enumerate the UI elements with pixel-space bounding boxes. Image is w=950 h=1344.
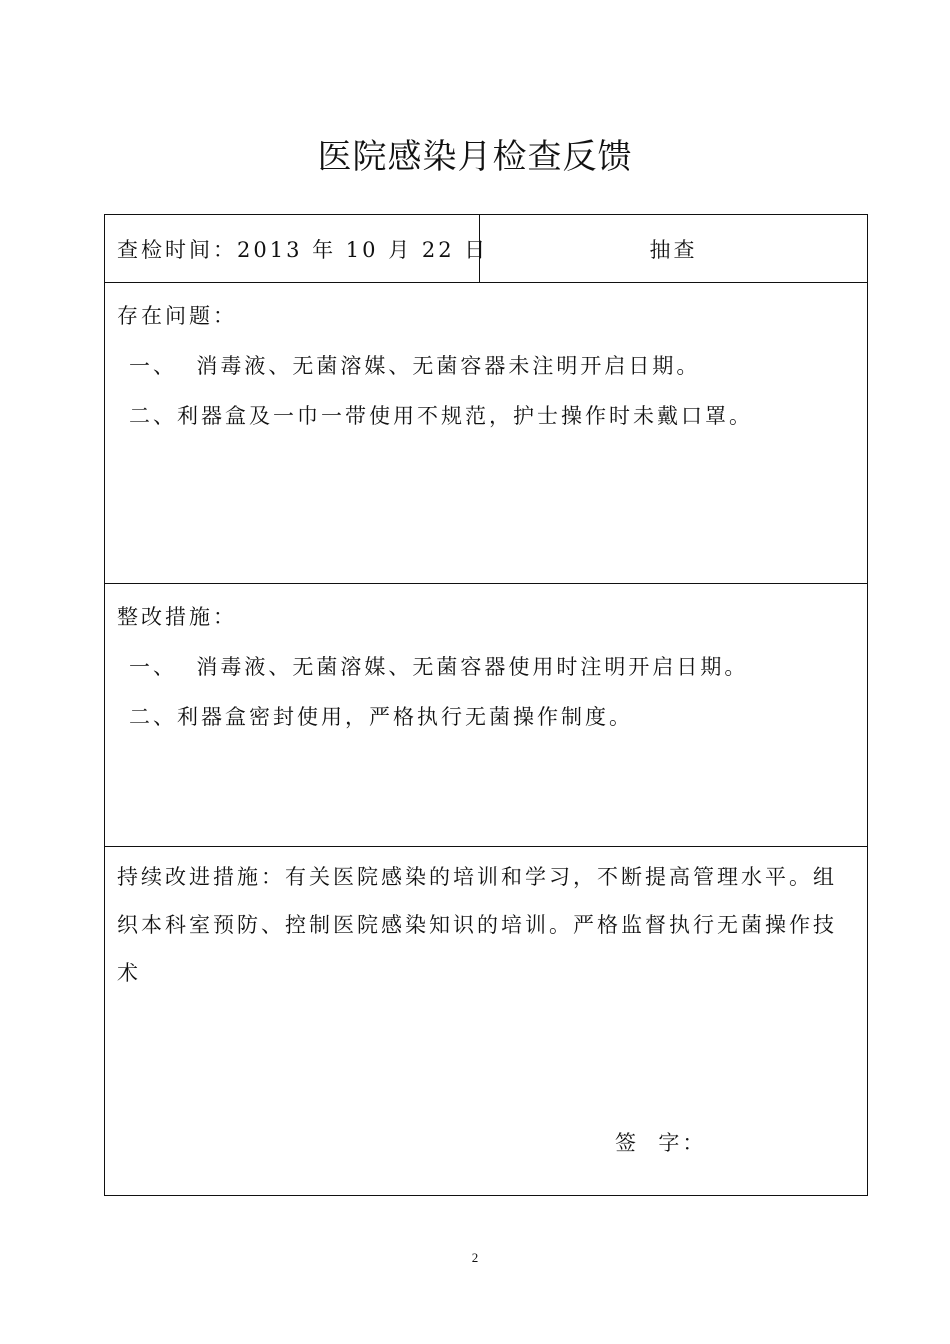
measure-item-1: 一、 消毒液、无菌溶媒、无菌容器使用时注明开启日期。	[129, 655, 749, 679]
continuous-cell	[105, 847, 868, 1196]
table-row-header	[105, 215, 868, 283]
measure-item-2: 二、利器盒密封使用，严格执行无菌操作制度。	[129, 705, 633, 729]
problem-item-1: 一、 消毒液、无菌溶媒、无菌容器未注明开启日期。	[129, 354, 701, 378]
inspection-form-table	[104, 214, 868, 1196]
measures-section	[105, 584, 867, 743]
table-row-measures	[105, 584, 868, 847]
problem-item-2: 二、利器盒及一巾一带使用不规范，护士操作时未戴口罩。	[129, 404, 753, 428]
inspection-time-cell: 查检时间：2013 年 10 月 22 日	[105, 215, 480, 283]
inspection-type-cell: 抽查	[480, 215, 868, 283]
measures-heading: 整改措施：	[117, 605, 237, 629]
page-number: 2	[471, 1250, 479, 1265]
signature-label: 签 字：	[615, 1131, 707, 1155]
problems-heading: 存在问题：	[117, 304, 237, 328]
table-row-continuous	[105, 847, 868, 1196]
measures-cell	[105, 584, 868, 847]
page-title: 医院感染月检查反馈	[317, 137, 633, 177]
problems-section	[105, 283, 867, 442]
problems-cell	[105, 283, 868, 584]
table-row-problems	[105, 283, 868, 584]
continuous-improvement-text: 持续改进措施：有关医院感染的培训和学习，不断提高管理水平。组织本科室预防、控制医院感染知识的培训。严格监督执行无菌操作技术	[117, 865, 837, 985]
